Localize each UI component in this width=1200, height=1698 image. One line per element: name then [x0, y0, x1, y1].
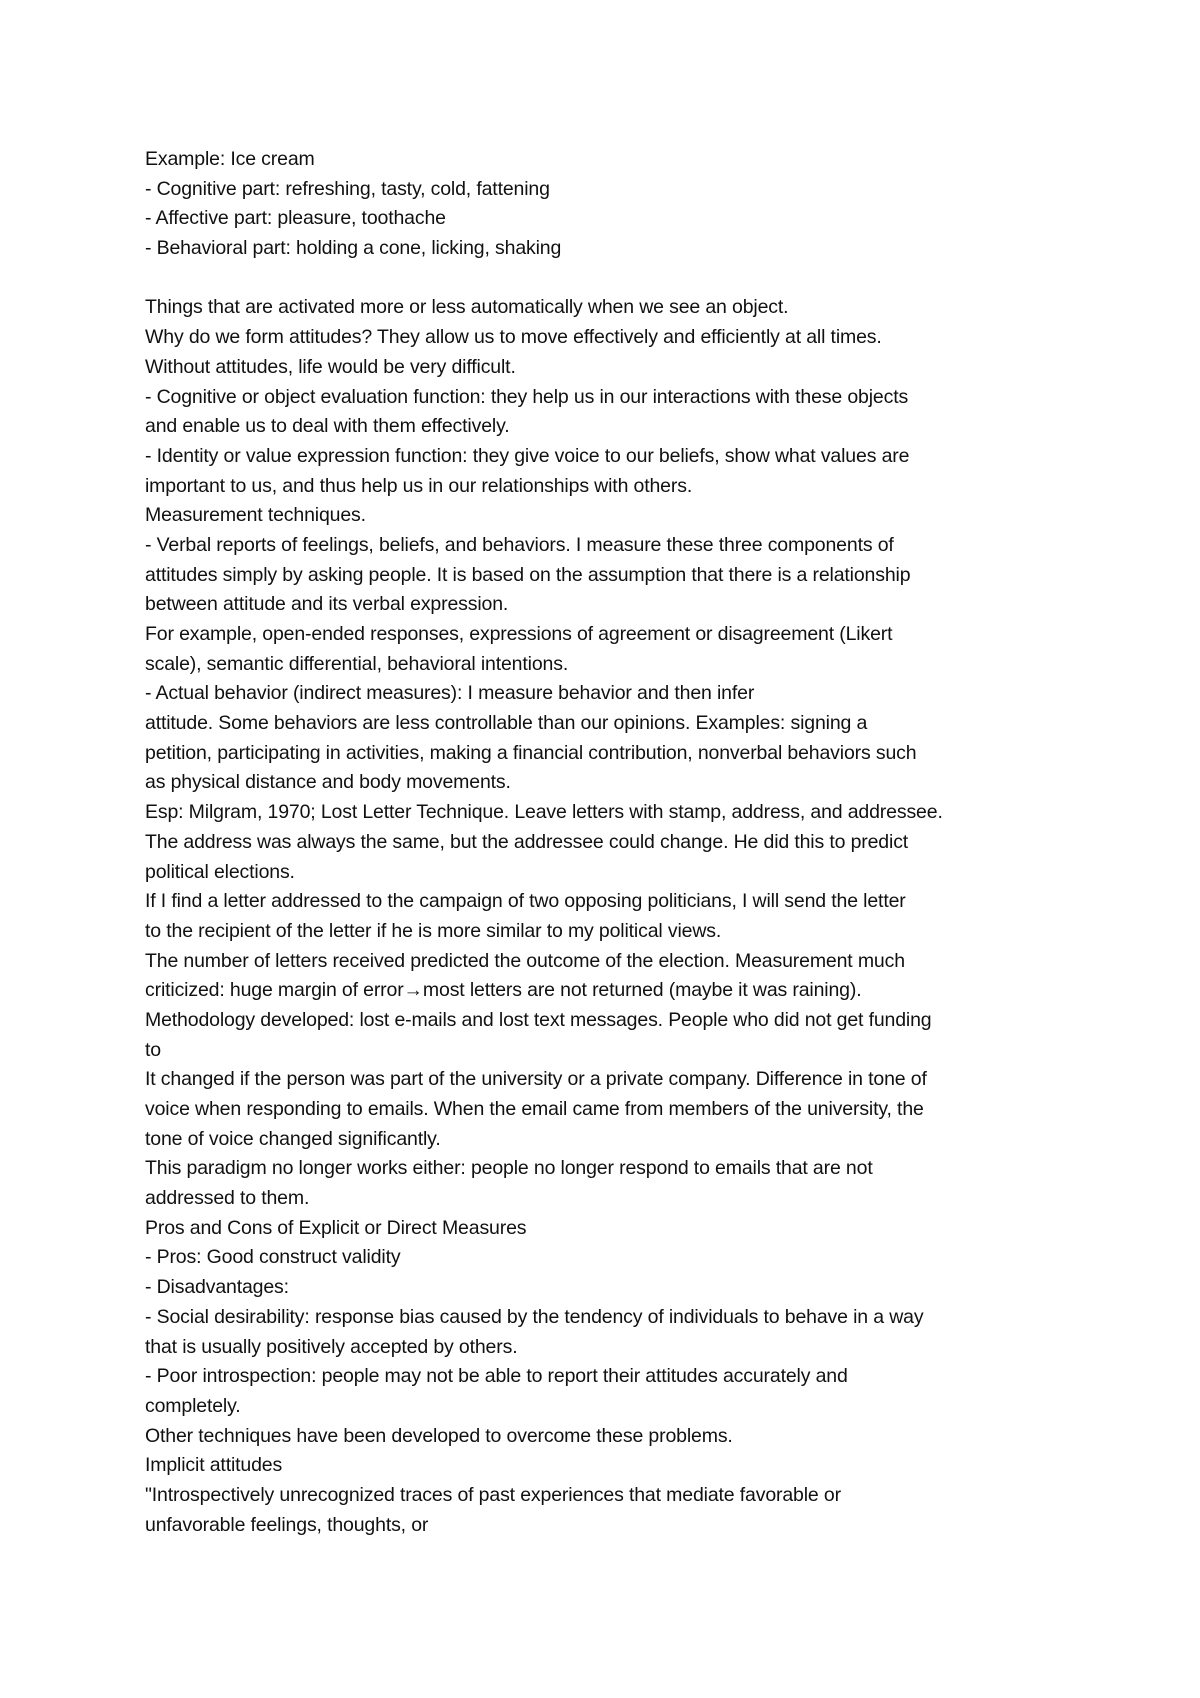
- text-line: Esp: Milgram, 1970; Lost Letter Technique. Leave letters with stamp, address, and addressee.: [145, 801, 943, 824]
- text-line: important to us, and thus help us in our relationships with others.: [145, 474, 693, 497]
- text-line: Implicit attitudes: [145, 1454, 283, 1477]
- text-line: and enable us to deal with them effectively.: [145, 415, 510, 438]
- text-line: If I find a letter addressed to the campaign of two opposing politicians, I will send the letter: [145, 890, 906, 913]
- text-line: to the recipient of the letter if he is more similar to my political views.: [145, 919, 722, 942]
- text-line: - Cognitive part: refreshing, tasty, cold, fattening: [145, 177, 550, 200]
- text-line: as physical distance and body movements.: [145, 771, 511, 794]
- text-line: - Identity or value expression function: they give voice to our beliefs, show what values are: [145, 444, 910, 467]
- text-line: Methodology developed: lost e-mails and lost text messages. People who did not get funding: [145, 1008, 932, 1031]
- text-line: - Affective part: pleasure, toothache: [145, 207, 446, 230]
- text-line: Without attitudes, life would be very difficult.: [145, 355, 516, 378]
- document-body: [145, 145, 1070, 1540]
- text-line: - Cognitive or object evaluation function: they help us in our interactions with these objects: [145, 385, 909, 408]
- text-line: tone of voice changed significantly.: [145, 1127, 441, 1150]
- text-line: - Actual behavior (indirect measures): I measure behavior and then infer: [145, 682, 755, 705]
- paragraph-gap: [145, 264, 1070, 294]
- text-line: Why do we form attitudes? They allow us to move effectively and efficiently at all times.: [145, 326, 882, 349]
- attitudes-notes-block: [145, 293, 1070, 1540]
- text-line: attitudes simply by asking people. It is based on the assumption that there is a relationship: [145, 563, 911, 586]
- text-line: Other techniques have been developed to overcome these problems.: [145, 1424, 733, 1447]
- text-line: Things that are activated more or less automatically when we see an object.: [145, 296, 789, 319]
- text-line: Example: Ice cream: [145, 148, 315, 170]
- text-line: that is usually positively accepted by others.: [145, 1335, 518, 1358]
- text-line: - Pros: Good construct validity: [145, 1246, 401, 1269]
- text-line: between attitude and its verbal expression.: [145, 593, 509, 616]
- text-line: - Social desirability: response bias caused by the tendency of individuals to behave in a way: [145, 1305, 924, 1328]
- text-line: attitude. Some behaviors are less controllable than our opinions. Examples: signing a: [145, 712, 868, 735]
- text-line: It changed if the person was part of the university or a private company. Difference in tone of: [145, 1068, 927, 1091]
- text-line: voice when responding to emails. When the email came from members of the university, the: [145, 1098, 924, 1120]
- text-line: criticized: huge margin of error→most letters are not returned (maybe it was raining).: [145, 979, 862, 1002]
- text-line: scale), semantic differential, behavioral intentions.: [145, 652, 569, 675]
- text-line: Measurement techniques.: [145, 504, 366, 527]
- text-line: completely.: [145, 1394, 241, 1417]
- text-line: This paradigm no longer works either: people no longer respond to emails that are not: [145, 1157, 873, 1180]
- text-line: The number of letters received predicted the outcome of the election. Measurement much: [145, 949, 905, 972]
- text-line: petition, participating in activities, making a financial contribution, nonverbal behaviors such: [145, 741, 917, 764]
- text-line: unfavorable feelings, thoughts, or: [145, 1513, 429, 1536]
- text-line: The address was always the same, but the addressee could change. He did this to predict: [145, 830, 909, 853]
- text-line: - Verbal reports of feelings, beliefs, and behaviors. I measure these three components of: [145, 533, 894, 556]
- text-line: political elections.: [145, 860, 295, 883]
- ice-cream-example-block: [145, 145, 1070, 264]
- text-line: - Disadvantages:: [145, 1276, 289, 1299]
- text-line: addressed to them.: [145, 1187, 310, 1210]
- text-line: to: [145, 1038, 161, 1061]
- text-line: For example, open-ended responses, expressions of agreement or disagreement (Likert: [145, 623, 893, 645]
- text-line: "Introspectively unrecognized traces of past experiences that mediate favorable or: [145, 1483, 841, 1506]
- text-line: - Poor introspection: people may not be able to report their attitudes accurately and: [145, 1365, 848, 1388]
- text-line: Pros and Cons of Explicit or Direct Measures: [145, 1216, 527, 1239]
- text-line: - Behavioral part: holding a cone, licking, shaking: [145, 237, 562, 260]
